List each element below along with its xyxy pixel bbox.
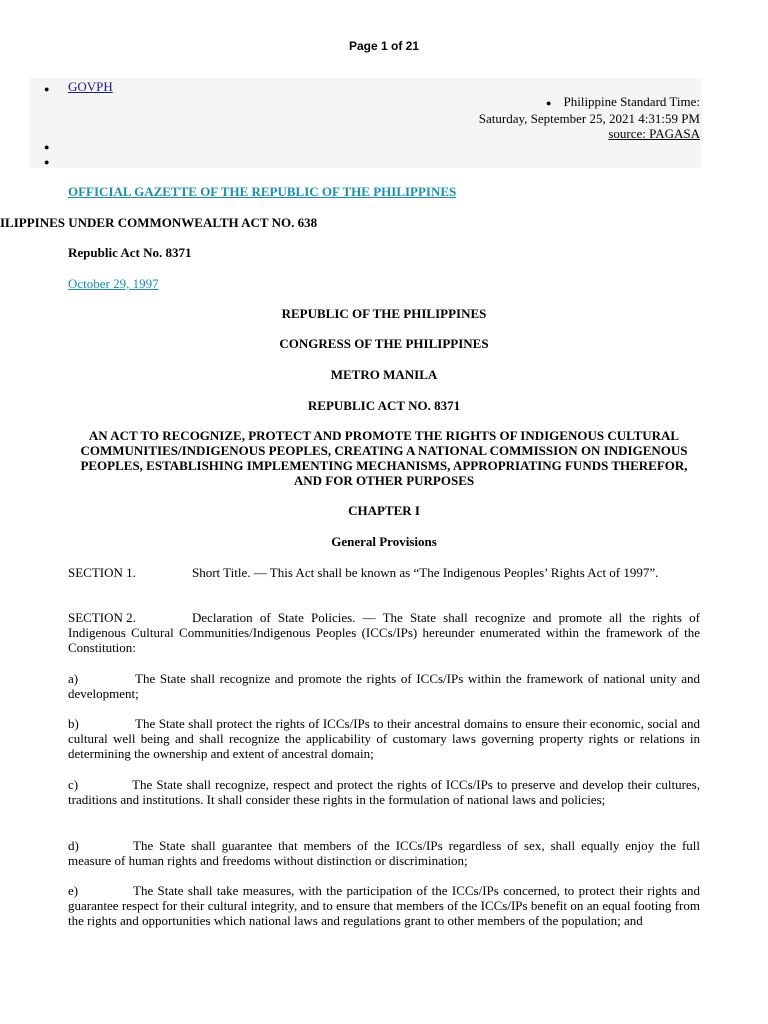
source-prefix: source:	[608, 126, 650, 141]
item-label: a)	[68, 671, 79, 686]
item-b	[68, 716, 700, 761]
item-label: b)	[68, 716, 79, 731]
item-text: The State shall take measures, with the participation of the ICCs/IPs concerned, to protect their rights and guarantee respect for their cultural integrity, and to ensure that members of the ICCs/IPs benefit on an equal footing from the rights and opportunities which national laws and regulations grant to other members of the population; and	[68, 883, 700, 928]
bullet-empty-1: ●	[44, 142, 50, 152]
item-label: e)	[68, 883, 79, 898]
pst-datetime: Saturday, September 25, 2021 4:31:59 PM	[478, 111, 700, 126]
gazette-title-link[interactable]: OFFICIAL GAZETTE OF THE REPUBLIC OF THE PHILIPPINES	[68, 184, 457, 199]
item-label: c)	[68, 777, 79, 792]
item-d	[68, 838, 700, 868]
heading-act-no: REPUBLIC ACT NO. 8371	[307, 398, 461, 413]
philippine-standard-time	[479, 94, 700, 141]
item-c	[68, 777, 700, 807]
section-label: SECTION 1.	[68, 565, 136, 580]
pagasa-link[interactable]: PAGASA	[649, 126, 700, 141]
section-text: Short Title. — This Act shall be known as “The Indigenous Peoples’ Rights Act of 1997”.	[192, 565, 659, 580]
bullet-empty-2: ●	[44, 157, 50, 167]
item-text: The State shall protect the rights of ICCs/IPs to their ancestral domains to ensure their economic, social and cultural well being and shall recognize the applicability of customary laws governing property rights or relations in determining the ownership and extent of ancestral domain;	[68, 716, 700, 761]
heading-congress: CONGRESS OF THE PHILIPPINES	[279, 336, 489, 351]
section-label: SECTION 2.	[68, 610, 136, 625]
act-label: Republic Act No. 8371	[68, 245, 192, 260]
heading-metro: METRO MANILA	[330, 367, 438, 382]
bullet-pst: ●	[546, 98, 552, 108]
date-link[interactable]: October 29, 1997	[68, 276, 159, 291]
cut-heading: ILIPPINES UNDER COMMONWEALTH ACT NO. 638	[0, 215, 318, 230]
item-a	[68, 671, 700, 701]
section-1	[68, 565, 700, 580]
heading-general: General Provisions	[331, 534, 437, 549]
item-text: The State shall recognize and promote the rights of ICCs/IPs within the framework of national unity and development;	[68, 671, 700, 701]
page-indicator: Page 1 of 21	[348, 39, 420, 53]
item-e	[68, 883, 700, 928]
item-label: d)	[68, 838, 79, 853]
item-text: The State shall guarantee that members of the ICCs/IPs regardless of sex, shall equally enjoy the full measure of human rights and freedoms without distinction or discrimination;	[68, 838, 700, 868]
section-2	[68, 610, 700, 655]
bullet-govph: ●	[44, 84, 50, 94]
pst-label: Philippine Standard Time:	[563, 94, 700, 109]
heading-chapter: CHAPTER I	[348, 503, 420, 518]
heading-act-title: AN ACT TO RECOGNIZE, PROTECT AND PROMOTE THE RIGHTS OF INDIGENOUS CULTURAL COMMUNITIES/INDIGENOUS PEOPLES, CREATING A NATIONAL COMMISSION ON INDIGENOUS PEOPLES, ESTABLISHING IMPLEMENTING MECHANISMS, APPROPRIATING FUNDS THEREFOR, AND FOR OTHER PURPOSES	[80, 428, 688, 488]
section-text: Declaration of State Policies. — The State shall recognize and promote all the rights of Indigenous Cultural Communities/Indigenous Peoples (ICCs/IPs) hereunder enumerated within the framework of the Constitution:	[68, 610, 700, 655]
govph-link[interactable]: GOVPH	[68, 79, 113, 94]
heading-republic: REPUBLIC OF THE PHILIPPINES	[281, 306, 487, 321]
item-text: The State shall recognize, respect and protect the rights of ICCs/IPs to preserve and develop their cultures, traditions and institutions. It shall consider these rights in the formulation of national laws and policies;	[68, 777, 700, 807]
